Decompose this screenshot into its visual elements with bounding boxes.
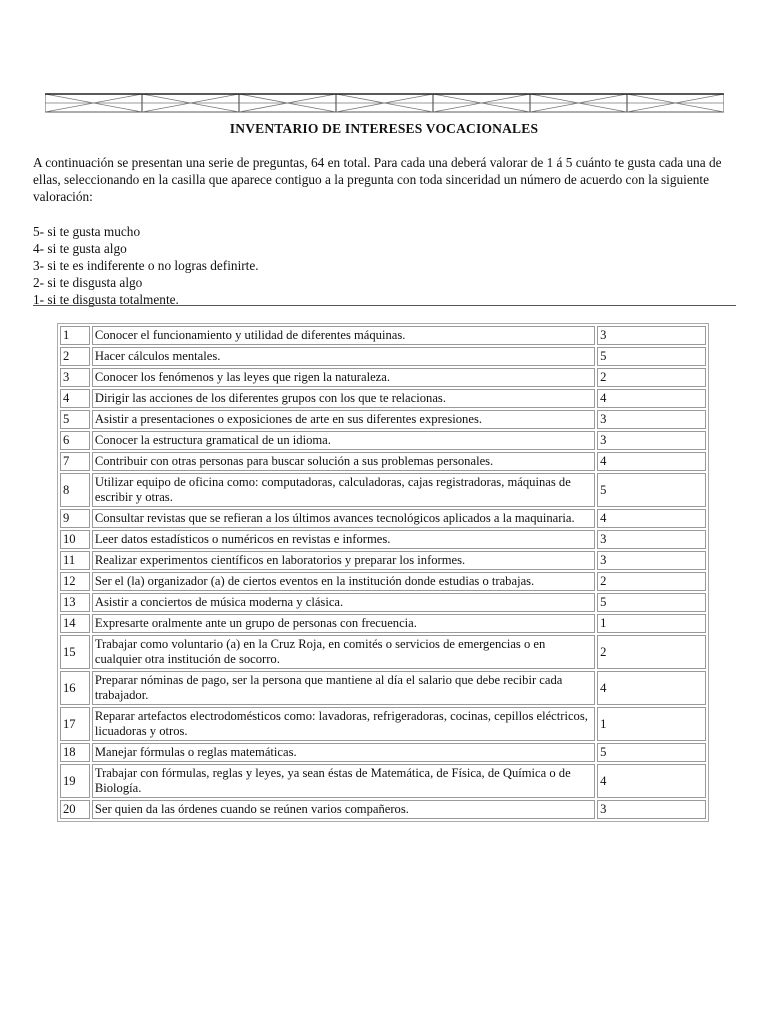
decorative-cross-border [45, 93, 724, 113]
question-number: 6 [60, 431, 90, 450]
table-row [60, 410, 706, 429]
question-number: 12 [60, 572, 90, 591]
table-row [60, 530, 706, 549]
table-row [60, 572, 706, 591]
question-text: Utilizar equipo de oficina como: computadoras, calculadoras, cajas registradoras, máquinas de escribir y otras. [92, 473, 595, 507]
table-row [60, 635, 706, 669]
questions-table [57, 323, 709, 822]
question-number: 13 [60, 593, 90, 612]
question-number: 1 [60, 326, 90, 345]
question-text: Hacer cálculos mentales. [92, 347, 595, 366]
rating-value[interactable]: 1 [597, 707, 706, 741]
question-number: 11 [60, 551, 90, 570]
table-row [60, 707, 706, 741]
table-row [60, 452, 706, 471]
rating-value[interactable]: 2 [597, 635, 706, 669]
table-row [60, 614, 706, 633]
question-text: Preparar nóminas de pago, ser la persona que mantiene al día el salario que debe recibir cada trabajador. [92, 671, 595, 705]
question-text: Expresarte oralmente ante un grupo de personas con frecuencia. [92, 614, 595, 633]
rating-value[interactable]: 3 [597, 431, 706, 450]
scale-item: 5- si te gusta mucho [33, 224, 141, 239]
rating-value[interactable]: 4 [597, 671, 706, 705]
question-number: 5 [60, 410, 90, 429]
scale-item: 1- si te disgusta totalmente. [33, 292, 179, 307]
rating-value[interactable]: 4 [597, 389, 706, 408]
question-number: 19 [60, 764, 90, 798]
question-text: Trabajar con fórmulas, reglas y leyes, ya sean éstas de Matemática, de Física, de Química o de Biología. [92, 764, 595, 798]
question-text: Manejar fórmulas o reglas matemáticas. [92, 743, 595, 762]
question-number: 14 [60, 614, 90, 633]
question-number: 2 [60, 347, 90, 366]
question-text: Conocer los fenómenos y las leyes que rigen la naturaleza. [92, 368, 595, 387]
rating-value[interactable]: 5 [597, 347, 706, 366]
question-text: Realizar experimentos científicos en laboratorios y preparar los informes. [92, 551, 595, 570]
rating-value[interactable]: 3 [597, 410, 706, 429]
question-number: 3 [60, 368, 90, 387]
table-row [60, 800, 706, 819]
question-text: Asistir a conciertos de música moderna y clásica. [92, 593, 595, 612]
table-row [60, 743, 706, 762]
question-text: Ser quien da las órdenes cuando se reúnen varios compañeros. [92, 800, 595, 819]
question-text: Conocer la estructura gramatical de un idioma. [92, 431, 595, 450]
question-number: 20 [60, 800, 90, 819]
question-text: Reparar artefactos electrodomésticos como: lavadoras, refrigeradoras, cocinas, cepillos eléctricos, licuadoras y otros. [92, 707, 595, 741]
rating-value[interactable]: 1 [597, 614, 706, 633]
question-text: Trabajar como voluntario (a) en la Cruz Roja, en comités o servicios de emergencias o en cualquier otra institución de socorro. [92, 635, 595, 669]
horizontal-rule [33, 305, 736, 306]
rating-value[interactable]: 3 [597, 551, 706, 570]
question-number: 18 [60, 743, 90, 762]
rating-value[interactable]: 3 [597, 530, 706, 549]
question-number: 8 [60, 473, 90, 507]
scale-item: 4- si te gusta algo [33, 241, 127, 256]
question-text: Conocer el funcionamiento y utilidad de diferentes máquinas. [92, 326, 595, 345]
question-number: 9 [60, 509, 90, 528]
question-text: Contribuir con otras personas para buscar solución a sus problemas personales. [92, 452, 595, 471]
document-title: INVENTARIO DE INTERESES VOCACIONALES [229, 121, 539, 136]
rating-value[interactable]: 5 [597, 473, 706, 507]
scale-item: 2- si te disgusta algo [33, 275, 143, 290]
question-number: 17 [60, 707, 90, 741]
question-text: Dirigir las acciones de los diferentes grupos con los que te relacionas. [92, 389, 595, 408]
question-text: Consultar revistas que se refieran a los últimos avances tecnológicos aplicados a la maquinaria. [92, 509, 595, 528]
rating-value[interactable]: 3 [597, 326, 706, 345]
question-number: 16 [60, 671, 90, 705]
question-number: 15 [60, 635, 90, 669]
rating-value[interactable]: 5 [597, 743, 706, 762]
question-number: 10 [60, 530, 90, 549]
table-row [60, 431, 706, 450]
table-row [60, 764, 706, 798]
question-text: Asistir a presentaciones o exposiciones de arte en sus diferentes expresiones. [92, 410, 595, 429]
question-number: 4 [60, 389, 90, 408]
table-row [60, 509, 706, 528]
table-row [60, 347, 706, 366]
rating-value[interactable]: 4 [597, 764, 706, 798]
question-number: 7 [60, 452, 90, 471]
table-row [60, 326, 706, 345]
rating-value[interactable]: 4 [597, 509, 706, 528]
table-row [60, 551, 706, 570]
rating-scale [33, 223, 733, 308]
scale-item: 3- si te es indiferente o no logras definirte. [33, 258, 259, 273]
rating-value[interactable]: 3 [597, 800, 706, 819]
question-text: Leer datos estadísticos o numéricos en revistas e informes. [92, 530, 595, 549]
table-row [60, 368, 706, 387]
table-row [60, 473, 706, 507]
table-row [60, 389, 706, 408]
question-text: Ser el (la) organizador (a) de ciertos eventos en la institución donde estudias o trabajas. [92, 572, 595, 591]
rating-value[interactable]: 5 [597, 593, 706, 612]
rating-value[interactable]: 2 [597, 572, 706, 591]
rating-value[interactable]: 4 [597, 452, 706, 471]
table-row [60, 671, 706, 705]
intro-paragraph: A continuación se presentan una serie de preguntas, 64 en total. Para cada una deberá valorar de 1 á 5 cuánto te gusta cada una de ellas, seleccionando en la casilla que aparece contiguo a la pregunta con toda sinceridad un número de acuerdo con la siguiente valoración: [33, 155, 722, 204]
rating-value[interactable]: 2 [597, 368, 706, 387]
table-row [60, 593, 706, 612]
